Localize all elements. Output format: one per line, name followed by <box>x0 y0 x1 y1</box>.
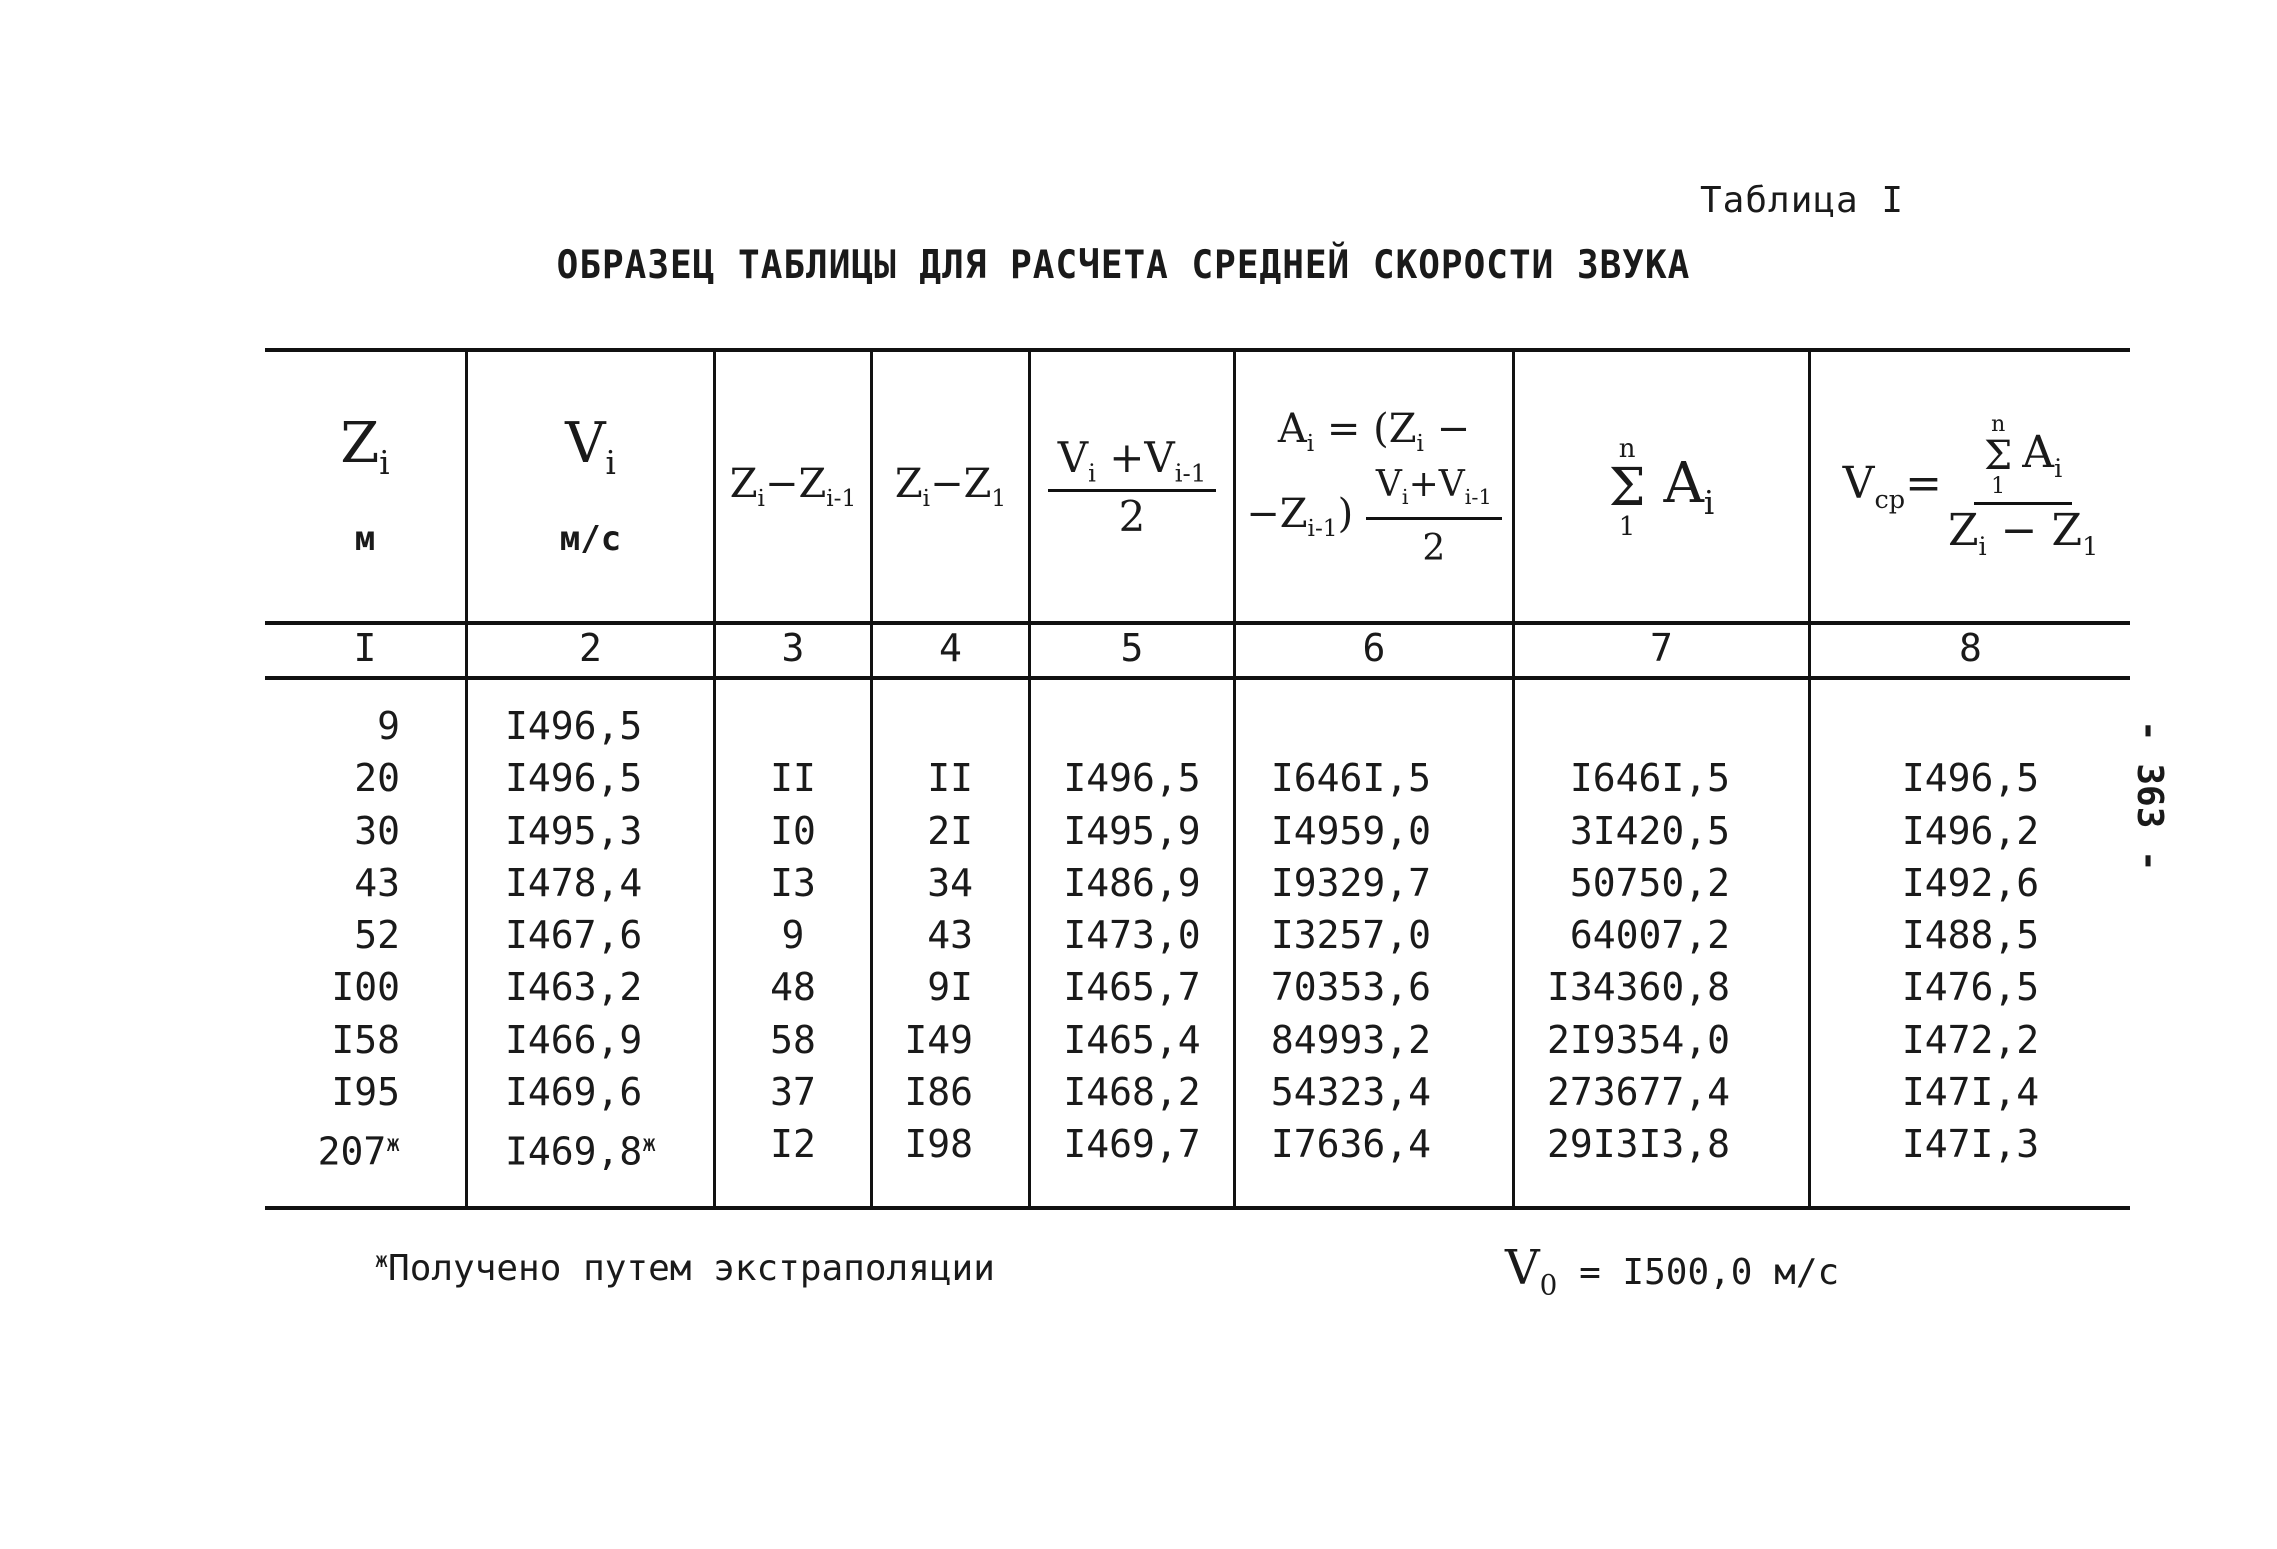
table-cell: I465,7 <box>1063 965 1201 1010</box>
table-cell: I58 <box>331 1017 400 1062</box>
table-cell: II <box>927 756 973 801</box>
table-cell: I86 <box>904 1070 973 1115</box>
table-cell: I468,2 <box>1063 1070 1201 1115</box>
table-cell: I34360,8 <box>1546 965 1730 1010</box>
table-cell: I9329,7 <box>1270 860 1431 905</box>
table-cell: I496,5 <box>1063 756 1201 801</box>
table-cell: I646I,5 <box>1569 756 1730 801</box>
table-cell: I496,5 <box>505 704 643 748</box>
table-cell: 37 <box>770 1070 816 1115</box>
table-cell: 9I <box>927 965 973 1010</box>
column-number-1: I <box>353 626 377 670</box>
table-cell: I496,5 <box>505 756 643 801</box>
table-cell: 2I9354,0 <box>1546 1017 1730 1062</box>
velocity-unit: м/с <box>559 519 622 560</box>
sum-ai-formula: n Σ 1 $A_i$ <box>1608 433 1715 542</box>
table-cell: I478,4 <box>505 860 643 905</box>
table-cell: I465,4 <box>1063 1017 1201 1062</box>
column-average-velocity <box>1811 700 2130 1171</box>
table-cell: I00 <box>331 965 400 1010</box>
header-depth-from-first <box>873 355 1028 620</box>
footnote-text: Получено путем экстраполяции <box>388 1248 995 1289</box>
column-ai <box>1236 700 1431 1171</box>
table-title: ОБРАЗЕЦ ТАБЛИЦЫ ДЛЯ РАСЧЕТА СРЕДНЕЙ СКОРОСТИ ЗВУКА <box>556 242 1691 289</box>
column-depth <box>265 700 400 1175</box>
table-top-rule <box>265 348 2130 352</box>
column-number-4: 4 <box>939 626 962 670</box>
table-cell: 52 <box>354 913 400 958</box>
table-cell: 50750,2 <box>1569 860 1730 905</box>
extrapolation-mark: ж <box>386 1131 400 1158</box>
table-caption: Таблица I <box>1700 180 1905 221</box>
table-cell: I476,5 <box>1901 965 2040 1010</box>
header-velocity <box>468 355 713 620</box>
average-velocity-formula: $V_{cp}=$ n Σ 1 $A_i$ $Z_i - Z_1$ <box>1842 412 2099 563</box>
header-depth-step <box>716 355 870 620</box>
table-cell: 34 <box>927 860 973 905</box>
table-cell: I466,9 <box>505 1017 643 1062</box>
table-cell: 2I <box>927 808 973 853</box>
column-number-6: 6 <box>1362 626 1386 670</box>
table-cell: I95 <box>331 1070 400 1115</box>
table-cell: I47I,4 <box>1901 1070 2040 1115</box>
table-cell: 9 <box>377 704 400 748</box>
depth-symbol: $Z_i$ <box>340 410 390 482</box>
column-number-rule <box>265 676 2130 680</box>
velocity-symbol: $V_i$ <box>565 410 616 482</box>
initial-velocity <box>1505 1240 1839 1302</box>
table-cell: I473,0 <box>1063 913 1201 958</box>
page-number: - 363 - <box>2129 720 2170 872</box>
column-sum-ai <box>1515 700 1730 1171</box>
initial-velocity-value: = I500,0 м/с <box>1579 1252 1840 1293</box>
table-cell: 48 <box>770 965 816 1010</box>
depth-unit: м <box>354 519 376 560</box>
table-cell: I488,5 <box>1901 913 2040 958</box>
table-cell: 9 <box>781 913 805 958</box>
table-cell: I7636,4 <box>1270 1122 1431 1167</box>
header-ai <box>1236 355 1512 620</box>
table-cell: 3I420,5 <box>1569 808 1730 853</box>
table-cell: I3257,0 <box>1270 913 1431 958</box>
table-cell: 84993,2 <box>1270 1017 1431 1062</box>
table-cell: II <box>770 756 816 801</box>
header-average-velocity <box>1811 355 2130 620</box>
header-depth <box>265 355 465 620</box>
depth-from-first-formula: $Z_i-Z_1$ <box>894 461 1007 513</box>
initial-velocity-symbol: $V_0$ <box>1505 1240 1558 1302</box>
table-cell: I3 <box>770 860 816 905</box>
table-cell: 64007,2 <box>1569 913 1730 958</box>
table-cell: I49 <box>904 1017 973 1062</box>
column-number-8: 8 <box>1959 626 1982 670</box>
column-number-2: 2 <box>579 626 602 670</box>
column-mean-velocity <box>1031 700 1233 1171</box>
column-number-5: 5 <box>1120 626 1144 670</box>
table-cell: I492,6 <box>1901 860 2040 905</box>
table-cell: I472,2 <box>1901 1017 2040 1062</box>
table-cell: I469,6 <box>505 1070 643 1115</box>
table-cell: 29I3I3,8 <box>1546 1122 1730 1167</box>
column-depth-from-first <box>873 700 973 1171</box>
table-cell: I496,5 <box>1901 756 2040 801</box>
footnote-mark: ж <box>375 1248 389 1273</box>
table-cell: I486,9 <box>1063 860 1201 905</box>
table-cell: 273677,4 <box>1546 1070 1730 1115</box>
table-cell: I2 <box>770 1122 816 1167</box>
table-cell: I469,7 <box>1063 1122 1201 1167</box>
table-cell: I0 <box>770 808 816 853</box>
table-cell: I463,2 <box>505 965 643 1010</box>
footnote <box>375 1248 995 1289</box>
column-depth-step <box>716 700 870 1171</box>
table-cell: 70353,6 <box>1270 965 1431 1010</box>
table-cell: I646I,5 <box>1270 756 1431 801</box>
table-cell: I4959,0 <box>1270 808 1431 853</box>
table-cell: I467,6 <box>505 913 643 958</box>
table-cell: 54323,4 <box>1270 1070 1431 1115</box>
extrapolation-mark: ж <box>642 1131 657 1158</box>
column-number-3: 3 <box>781 626 805 670</box>
table-cell: I495,3 <box>505 808 643 853</box>
mean-velocity-formula: $\frac{V_i +V_{i-1}}{2}$ <box>1048 437 1217 539</box>
table-cell: $207^ж$ <box>317 1130 400 1175</box>
column-number-7: 7 <box>1650 626 1673 670</box>
ai-formula: $A_i = (Z_i$ − $-Z_{i-1}$) $\frac{V_i+V_{i-1}}{2}$ <box>1246 401 1502 574</box>
column-velocity <box>505 700 705 1175</box>
table-cell: I98 <box>904 1122 973 1167</box>
header-sum-ai <box>1515 355 1808 620</box>
table-cell: 43 <box>927 913 973 958</box>
header-mean-velocity <box>1031 355 1233 620</box>
table-cell: 30 <box>354 808 400 853</box>
table-cell: 20 <box>354 756 400 801</box>
table-cell: 43 <box>354 860 400 905</box>
depth-step-formula: $Z_i-Z_{i-1}$ <box>729 461 857 513</box>
table-cell: I496,2 <box>1901 808 2040 853</box>
table-cell: 58 <box>770 1017 816 1062</box>
table-cell: $I469,8^ж$ <box>505 1130 657 1175</box>
table-cell: I495,9 <box>1063 808 1201 853</box>
table-bottom-rule <box>265 1206 2130 1210</box>
table-cell: I47I,3 <box>1901 1122 2040 1167</box>
